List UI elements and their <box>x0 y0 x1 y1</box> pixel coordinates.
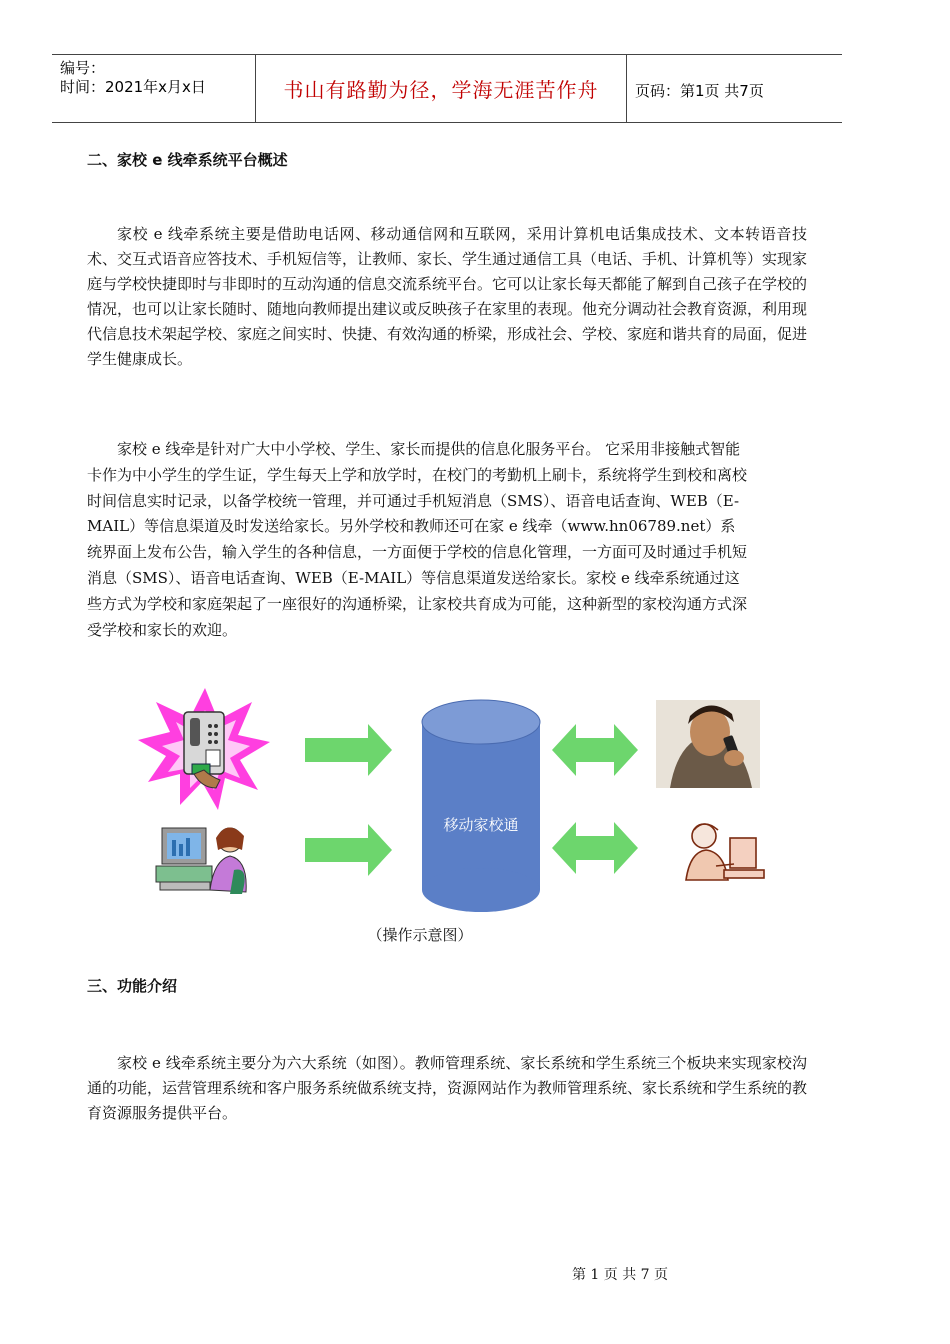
header-bottom-rule <box>52 122 842 123</box>
header-motto: 书山有路勤为径，学海无涯苦作舟 <box>283 78 599 102</box>
header-page-info: 页码：第1页 共7页 <box>635 82 764 100</box>
section2-para1 <box>87 222 807 372</box>
section3-para1 <box>87 1051 807 1126</box>
man-at-desk-icon <box>686 824 764 880</box>
cylinder-label: 移动家校通 <box>443 816 519 834</box>
diagram-caption: （操作示意图） <box>367 926 473 944</box>
double-arrow-top <box>552 724 638 776</box>
section2-para1-text: 家校 e 线牵系统主要是借助电话网、移动通信网和互联网，采用计算机电话集成技术、文本转语音技术、交互式语音应答技术、手机短信等，让教师、家长、学生通过通信工具（电话、手机、计算机等）实现家庭与学校快捷即时与非即时的互动沟通的信息交流系统平台。它可以让家长每天都能了解到自己孩子在学校的情况，也可以让家长随时、随地向教师提出建议或反映孩子在家里的表现。他充分调动社会教育资源，利用现代信息技术架起学校、家庭之间实时、快捷、有效沟通的桥梁，形成社会、学校、家庭和谐共育的局面，促进学生健康成长。 <box>87 225 808 368</box>
header-divider-2 <box>626 54 627 122</box>
section2-para2 <box>87 437 747 643</box>
section3-para1-text: 家校 e 线牵系统主要分为六大系统（如图）。教师管理系统、家长系统和学生系统三个板块来实现家校沟通的功能，运营管理系统和客户服务系统做系统支持，资源网站作为教师管理系统、家长系统和学生系统的教育资源服务提供平台。 <box>87 1054 808 1122</box>
page-footer: 第 1 页 共 7 页 <box>571 1267 669 1283</box>
operation-diagram <box>130 680 780 920</box>
mobile-school-cylinder <box>422 700 540 912</box>
card-phone-icon <box>138 688 270 810</box>
arrow-right-top <box>305 724 392 776</box>
header-top-rule <box>52 54 842 55</box>
header-number-label: 编号： <box>60 59 106 77</box>
computer-user-icon <box>156 827 246 894</box>
arrow-right-bottom <box>305 824 392 876</box>
section3-title: 三、功能介绍 <box>87 977 178 995</box>
header-time-label: 时间：2021年x月x日 <box>60 78 206 96</box>
section2-title: 二、家校 e 线牵系统平台概述 <box>87 151 288 169</box>
double-arrow-bottom <box>552 822 638 874</box>
man-with-phone-photo <box>656 700 760 788</box>
section2-para2-text: 家校 e 线牵是针对广大中小学校、学生、家长而提供的信息化服务平台。 它采用非接触式智能卡作为中小学生的学生证，学生每天上学和放学时，在校门的考勤机上刷卡，系统将学生到校和离校时间信息实时记录，以备学校统一管理，并可通过手机短消息（SMS）、语音电话查询、WEB（E-MAIL）等信息渠道及时发送给家长。另外学校和教师还可在家 e 线牵（www.hn06789.net）系统界面上发布公告，输入学生的各种信息，一方面便于学校的信息化管理，一方面可及时通过手机短消息（SMS）、语音电话查询、WEB（E-MAIL）等信息渠道发送给家长。家校 e 线牵系统通过这些方式为学校和家庭架起了一座很好的沟通桥梁，让家校共育成为可能，这种新型的家校沟通方式深受学校和家长的欢迎。 <box>87 440 748 639</box>
